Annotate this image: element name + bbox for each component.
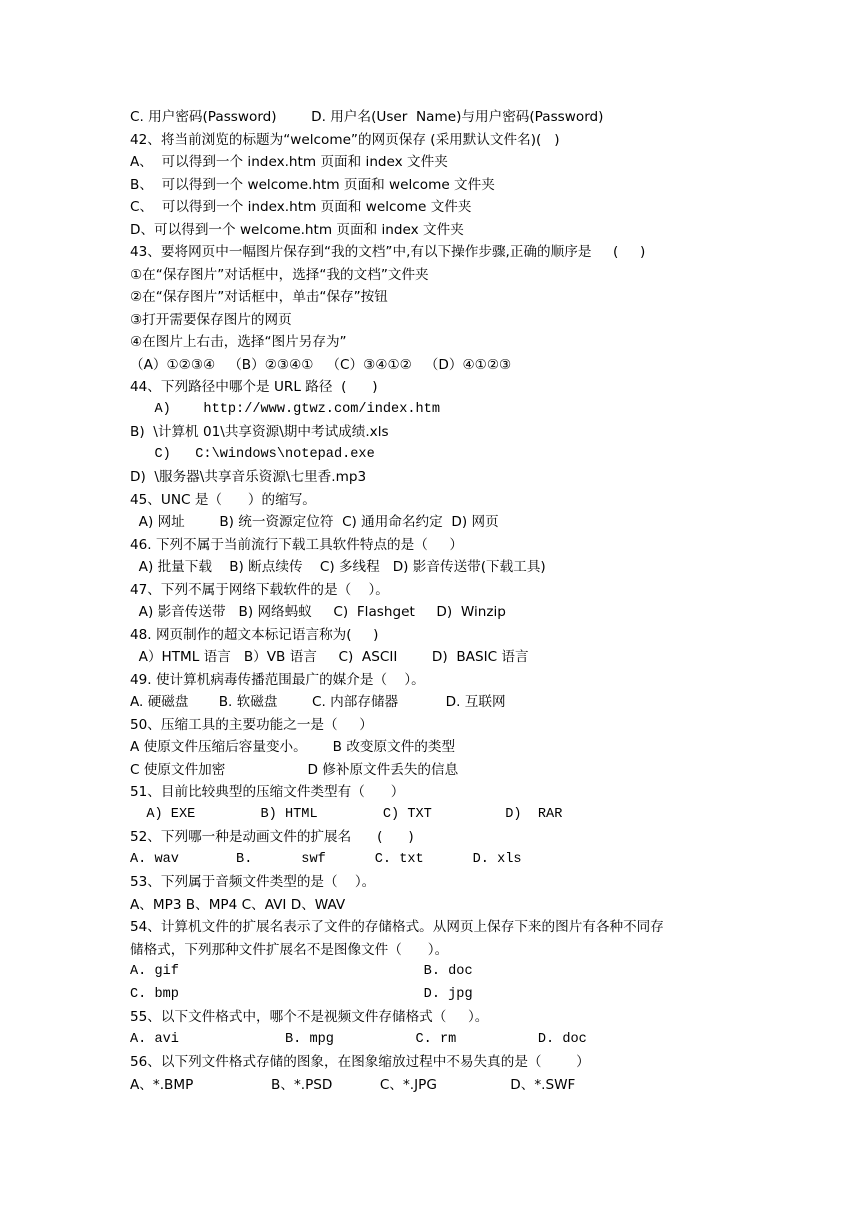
step-line: ①在“保存图片”对话框中，选择“我的文档”文件夹 — [130, 267, 429, 283]
option-line: C 使原文件加密 D 修补原文件丢失的信息 — [130, 762, 459, 778]
question-56: 56、以下列文件格式存储的图象，在图象缩放过程中不易失真的是（ ） — [130, 1054, 590, 1070]
option-line: A. wav B. swf C. txt D. xls — [130, 852, 522, 867]
option-line: A) 批量下载 B) 断点续传 C) 多线程 D) 影音传送带(下载工具) — [130, 559, 546, 575]
question-43: 43、要将网页中一幅图片保存到“我的文档”中,有以下操作步骤,正确的顺序是 ( ) — [130, 244, 646, 260]
question-42: 42、将当前浏览的标题为“welcome”的网页保存 (采用默认文件名)( ) — [130, 132, 560, 148]
question-55: 55、以下文件格式中，哪个不是视频文件存储格式（ ）。 — [130, 1009, 489, 1025]
question-46: 46. 下列不属于当前流行下载工具软件特点的是（ ） — [130, 537, 464, 553]
option-line: A、MP3 B、MP4 C、AVI D、WAV — [130, 897, 346, 913]
option-line: D) \服务器\共享音乐资源\七里香.mp3 — [130, 469, 367, 485]
question-45: 45、UNC 是（ ）的缩写。 — [130, 492, 316, 508]
option-line: A) http://www.gtwz.com/index.htm — [130, 402, 440, 417]
step-line: ③打开需要保存图片的网页 — [130, 312, 292, 328]
option-line: A) EXE B) HTML C) TXT D) RAR — [130, 807, 563, 822]
option-line: A. gif B. doc — [130, 964, 473, 979]
option-line: （A）①②③④ （B）②③④① （C）③④①② （D）④①②③ — [130, 357, 512, 373]
question-53: 53、下列属于音频文件类型的是（ ）。 — [130, 874, 376, 890]
option-line: A) 影音传送带 B) 网络蚂蚁 C) Flashget D) Winzip — [130, 604, 506, 620]
option-line: D、可以得到一个 welcome.htm 页面和 index 文件夹 — [130, 222, 464, 238]
option-line: A. 硬磁盘 B. 软磁盘 C. 内部存储器 D. 互联网 — [130, 694, 506, 710]
option-line: A) 网址 B) 统一资源定位符 C) 通用命名约定 D) 网页 — [130, 514, 499, 530]
question-47: 47、下列不属于网络下载软件的是（ ）。 — [130, 582, 389, 598]
question-44: 44、下列路径中哪个是 URL 路径 ( ) — [130, 379, 378, 395]
option-line: B) \计算机 01\共享资源\期中考试成绩.xls — [130, 424, 389, 440]
option-line: A. avi B. mpg C. rm D. doc — [130, 1032, 587, 1047]
question-49: 49. 使计算机病毒传播范围最广的媒介是（ ）。 — [130, 672, 425, 688]
question-50: 50、压缩工具的主要功能之一是（ ） — [130, 717, 373, 733]
question-54-continued: 储格式，下列那种文件扩展名不是图像文件（ ）。 — [130, 942, 449, 958]
option-line: C) C:\windows\notepad.exe — [130, 447, 375, 462]
question-52: 52、下列哪一种是动画文件的扩展名 ( ) — [130, 829, 414, 845]
question-48: 48. 网页制作的超文本标记语言称为( ) — [130, 627, 379, 643]
option-line: A 使原文件压缩后容量变小。 B 改变原文件的类型 — [130, 739, 456, 755]
option-line: A、*.BMP B、*.PSD C、*.JPG D、*.SWF — [130, 1077, 576, 1093]
question-54: 54、计算机文件的扩展名表示了文件的存储格式。从网页上保存下来的图片有各种不同存 — [130, 919, 664, 935]
question-51: 51、目前比较典型的压缩文件类型有（ ） — [130, 784, 405, 800]
option-line: A）HTML 语言 B）VB 语言 C) ASCII D) BASIC 语言 — [130, 649, 529, 665]
step-line: ④在图片上右击，选择“图片另存为” — [130, 334, 347, 350]
option-line: C. bmp D. jpg — [130, 987, 473, 1002]
text-line: C. 用户密码(Password) D. 用户名(User Name)与用户密码(Password) — [130, 109, 604, 125]
step-line: ②在“保存图片”对话框中，单击“保存”按钮 — [130, 289, 388, 305]
option-line: B、 可以得到一个 welcome.htm 页面和 welcome 文件夹 — [130, 177, 495, 193]
option-line: A、 可以得到一个 index.htm 页面和 index 文件夹 — [130, 154, 448, 170]
option-line: C、 可以得到一个 index.htm 页面和 welcome 文件夹 — [130, 199, 472, 215]
